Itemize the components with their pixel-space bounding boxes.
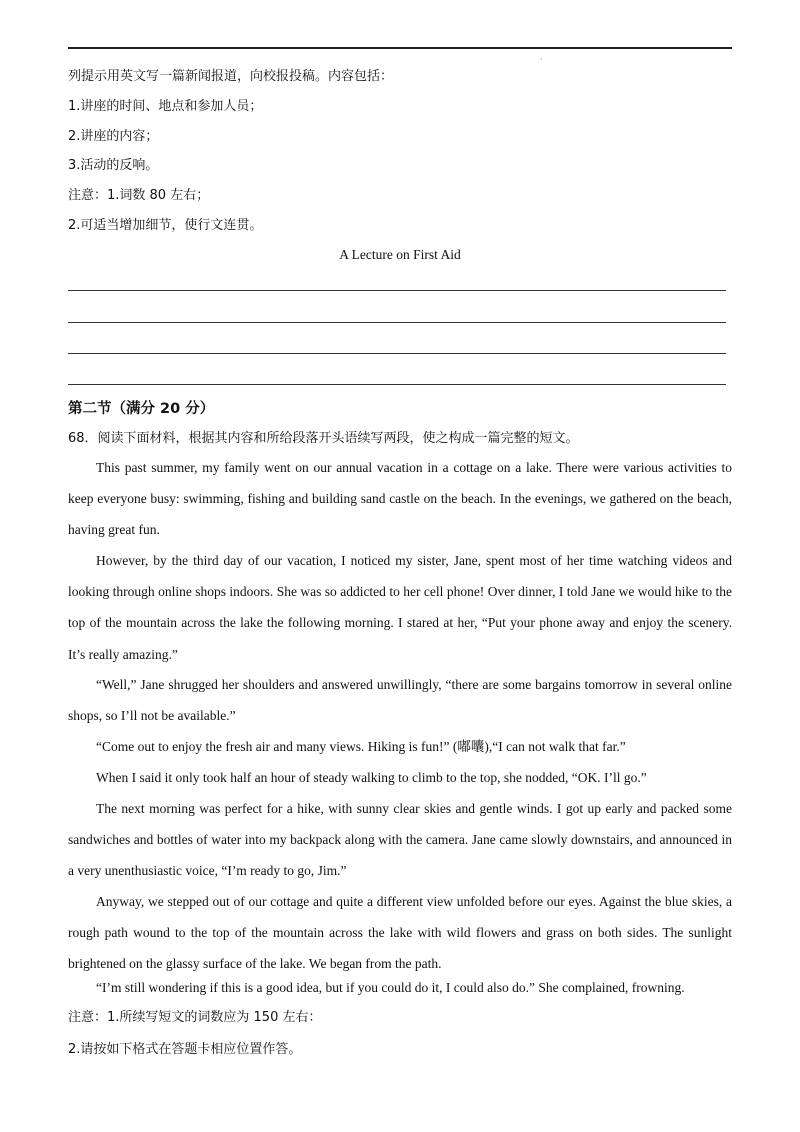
question-68-instruction: 68．阅读下面材料，根据其内容和所给段落开头语续写两段，使之构成一篇完整的短文。: [68, 431, 579, 446]
section-2-title: 第二节（满分 20 分）: [68, 401, 215, 417]
story-paragraph-2: However, by the third day of our vacation, I noticed my sister, Jane, spent most of her time watching videos and looking through online shops indoors. She was so addicted to her cell phone! Over dinner, I told Jane we would hike to the top of the mountain across the lake the following morning. I stared at her, “Put your phone away and enjoy the scenery. It’s really amazing.”: [68, 553, 732, 662]
writing-prompt-intro: 列提示用英文写一篇新闻报道，向校报投稿。内容包括：: [68, 69, 394, 84]
answer-line-2[interactable]: [68, 322, 726, 323]
answer-line-4[interactable]: [68, 384, 726, 385]
note-details: 2.可适当增加细节，使行文连贯。: [68, 218, 263, 233]
note-continuation-word-count: 注意：1.所续写短文的词数应为 150 左右：: [68, 1010, 322, 1025]
story-paragraph-3: “Well,” Jane shrugged her shoulders and answered unwillingly, “there are some bargains tomorrow in several online shops, so I’ll not be available.”: [68, 677, 732, 724]
content-point-2: 2.讲座的内容；: [68, 129, 159, 144]
note-word-count: 注意：1.词数 80 左右；: [68, 188, 210, 203]
header-rule: [68, 47, 732, 49]
story-paragraph-8: “I’m still wondering if this is a good idea, but if you could do it, I could also do.” She complained, frowning.: [96, 980, 685, 995]
story-paragraph-1: This past summer, my family went on our annual vacation in a cottage on a lake. There were various activities to keep everyone busy: swimming, fishing and building sand castle on the beach. In the evenings, we gathered on the beach, having great fun.: [68, 460, 732, 538]
stray-dot: ·: [540, 55, 543, 64]
story-paragraph-6: The next morning was perfect for a hike, with sunny clear skies and gentle winds. I got up early and packed some sandwiches and bottles of water into my backpack along with the camera. Jane came slowly downstairs, and announced in a very unenthusiastic voice, “I’m ready to go, Jim.”: [68, 801, 732, 879]
answer-line-1[interactable]: [68, 290, 726, 291]
story-paragraph-7: Anyway, we stepped out of our cottage and quite a different view unfolded before our eyes. Against the blue skies, a rough path wound to the top of the mountain across the lake with wild flowers and grass on both sides. The sunlight brightened on the glassy surface of the lake. We began from the path.: [68, 894, 732, 972]
essay-title: A Lecture on First Aid: [339, 247, 461, 262]
answer-line-3[interactable]: [68, 353, 726, 354]
content-point-3: 3.活动的反响。: [68, 158, 159, 173]
story-paragraph-5: When I said it only took half an hour of steady walking to climb to the top, she nodded, “OK. I’ll go.”: [96, 770, 647, 785]
note-answer-format: 2.请按如下格式在答题卡相应位置作答。: [68, 1042, 302, 1057]
content-point-1: 1.讲座的时间、地点和参加人员；: [68, 99, 263, 114]
story-paragraph-4: “Come out to enjoy the fresh air and many views. Hiking is fun!” (嘟囔),“I can not walk that far.”: [96, 739, 626, 754]
